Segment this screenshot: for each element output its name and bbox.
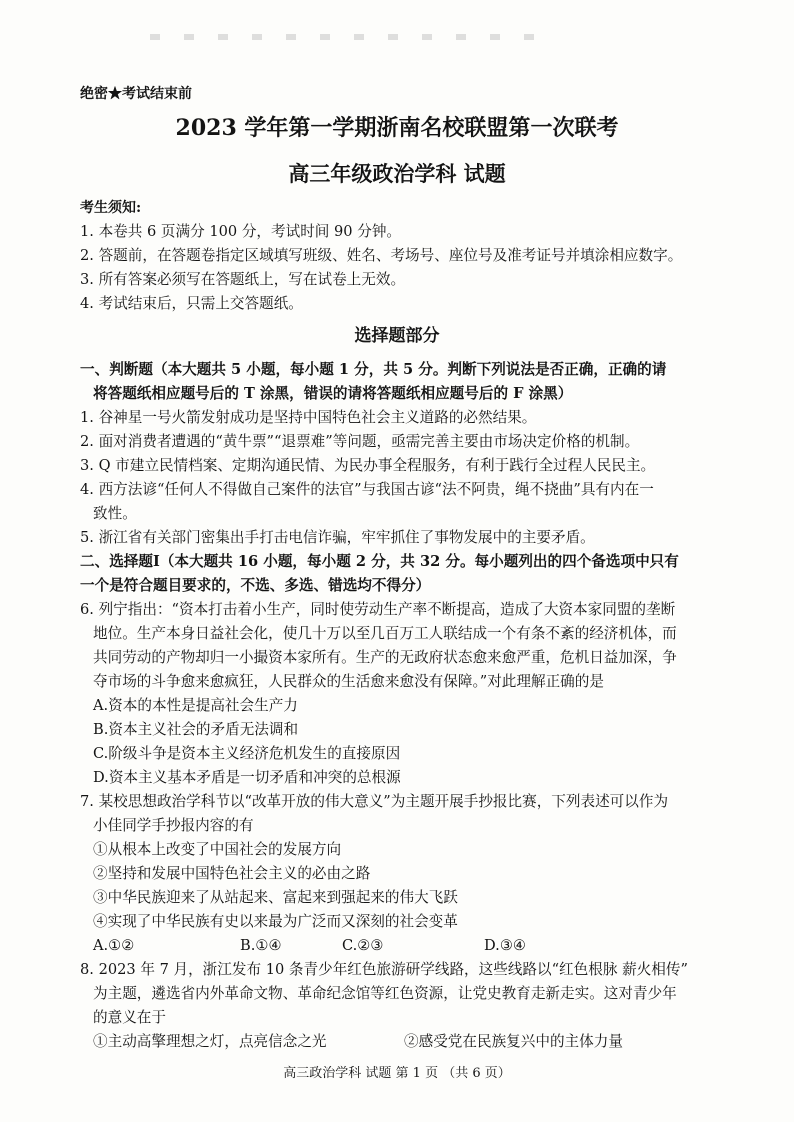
judge-item-3: 3. Q 市建立民情档案、定期沟通民情、为民办事全程服务，有利于践行全过程人民民主。 xyxy=(80,457,656,474)
section-title: 选择题部分 xyxy=(354,326,440,346)
exam-title: 2023 学年第一学期浙南名校联盟第一次联考 xyxy=(175,115,619,141)
part1-heading: 一、判断题（本大题共 5 小题，每小题 1 分，共 5 分。判断下列说法是否正确，正确的请 xyxy=(80,361,667,378)
q6-option-b: B.资本主义社会的矛盾无法调和 xyxy=(93,721,299,738)
judge-item-4: 4. 西方法谚“任何人不得做自己案件的法官”与我国古谚“法不阿贵，绳不挠曲”具有内在一 xyxy=(80,481,654,498)
notice-item: 1. 本卷共 6 页满分 100 分，考试时间 90 分钟。 xyxy=(80,223,402,240)
secret-label: 绝密★考试结束前 xyxy=(80,86,192,102)
judge-item-4-cont: 致性。 xyxy=(93,505,137,522)
notice-item: 2. 答题前，在答题卷指定区域填写班级、姓名、考场号、座位号及准考证号并填涂相应数字。 xyxy=(80,247,683,264)
q7-option-b: B.①④ xyxy=(240,937,282,954)
q7-statement: ④实现了中华民族有史以来最为广泛而又深刻的社会变革 xyxy=(93,913,458,930)
q6-option-a: A.资本的本性是提高社会生产力 xyxy=(93,697,298,714)
scan-artifact xyxy=(150,34,550,40)
q7-statement: ①从根本上改变了中国社会的发展方向 xyxy=(93,841,342,858)
q6-option-d: D.资本主义基本矛盾是一切矛盾和冲突的总根源 xyxy=(93,769,401,786)
q7-stem: 小佳同学手抄报内容的有 xyxy=(93,817,254,834)
q8-stem: 8. 2023 年 7 月，浙江发布 10 条青少年红色旅游研学线路，这些线路以“红色根脉 薪火相传” xyxy=(80,961,688,978)
part1-heading: 将答题纸相应题号后的 T 涂黑，错误的请将答题纸相应题号后的 F 涂黑） xyxy=(93,385,573,402)
q6-stem: 夺市场的斗争愈来愈疯狂，人民群众的生活愈来愈没有保障。”对此理解正确的是 xyxy=(93,673,604,690)
q8-stem: 为主题，遴选省内外革命文物、革命纪念馆等红色资源，让党史教育走新走实。这对青少年 xyxy=(93,985,677,1002)
q7-option-a: A.①② xyxy=(93,937,135,954)
q8-statement: ②感受党在民族复兴中的主体力量 xyxy=(404,1033,623,1050)
q7-statement: ③中华民族迎来了从站起来、富起来到强起来的伟大飞跃 xyxy=(93,889,458,906)
notice-item: 3. 所有答案必须写在答题纸上，写在试卷上无效。 xyxy=(80,271,406,288)
judge-item-5: 5. 浙江省有关部门密集出手打击电信诈骗，牢牢抓住了事物发展中的主要矛盾。 xyxy=(80,529,595,546)
part2-heading: 二、选择题Ⅰ（本大题共 16 小题，每小题 2 分，共 32 分。每小题列出的四个备选项中只有 xyxy=(80,553,679,570)
q8-stem: 的意义在于 xyxy=(93,1009,166,1026)
judge-item-2: 2. 面对消费者遭遇的“黄牛票”“退票难”等问题，亟需完善主要由市场决定价格的机制。 xyxy=(80,433,640,450)
q7-statement: ②坚持和发展中国特色社会主义的必由之路 xyxy=(93,865,371,882)
q7-stem: 7. 某校思想政治学科节以“改革开放的伟大意义”为主题开展手抄报比赛，下列表述可以作为 xyxy=(80,793,669,810)
q6-stem: 地位。生产本身日益社会化，使几十万以至几百万工人联结成一个有条不紊的经济机体，而 xyxy=(93,625,677,642)
q7-option-c: C.②③ xyxy=(342,937,384,954)
notice-title: 考生须知: xyxy=(80,200,142,216)
judge-item-1: 1. 谷神星一号火箭发射成功是坚持中国特色社会主义道路的必然结果。 xyxy=(80,409,537,426)
q6-option-c: C.阶级斗争是资本主义经济危机发生的直接原因 xyxy=(93,745,401,762)
q6-stem: 6. 列宁指出：“资本打击着小生产，同时使劳动生产率不断提高，造成了大资本家同盟的垄断 xyxy=(80,601,676,618)
part2-heading: 一个是符合题目要求的，不选、多选、错选均不得分） xyxy=(80,577,431,594)
q8-statement: ①主动高擎理想之灯，点亮信念之光 xyxy=(93,1033,327,1050)
notice-item: 4. 考试结束后，只需上交答题纸。 xyxy=(80,295,303,312)
page-footer: 高三政治学科 试题 第 1 页 （共 6 页） xyxy=(283,1066,511,1081)
q6-stem: 共同劳动的产物却归一小撮资本家所有。生产的无政府状态愈来愈严重，危机日益加深，争 xyxy=(93,649,677,666)
exam-subtitle: 高三年级政治学科 试题 xyxy=(288,161,506,186)
q7-option-d: D.③④ xyxy=(484,937,526,954)
